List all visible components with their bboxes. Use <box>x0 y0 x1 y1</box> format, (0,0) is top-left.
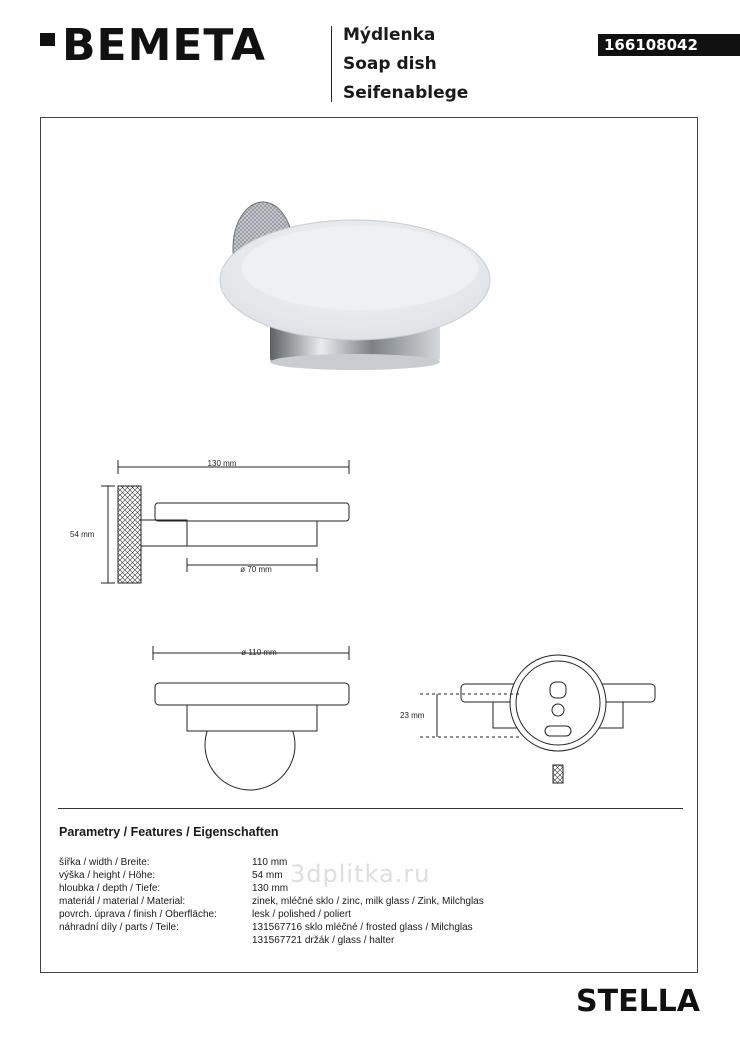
spec-value: zinek, mléčné sklo / zinc, milk glass / Zink, Milchglas <box>252 896 484 907</box>
spec-value: lesk / polished / poliert <box>252 909 351 920</box>
width-dimension-label: 130 mm <box>207 459 237 468</box>
spec-label: povrch. úprava / finish / Oberfläche: <box>59 909 217 920</box>
spec-label: materiál / material / Material: <box>59 896 186 907</box>
spec-label: náhradní díly / parts / Teile: <box>59 922 179 933</box>
section-divider <box>58 808 683 809</box>
product-name-cz: Mýdlenka <box>343 25 436 45</box>
spec-value: 131567716 sklo mléčné / frosted glass / Milchglas <box>252 922 473 933</box>
brand-logo: BEMETA <box>62 20 267 71</box>
product-name-en: Soap dish <box>343 54 437 74</box>
dish-diameter-label: ø 110 mm <box>241 648 277 657</box>
logo-mark <box>40 33 55 46</box>
product-code: 166108042 <box>598 34 740 56</box>
spec-value: 131567721 držák / glass / halter <box>252 935 395 946</box>
spec-label: hloubka / depth / Tiefe: <box>59 883 161 894</box>
base-diameter-label: ø 70 mm <box>240 565 272 574</box>
product-name-de: Seifenablege <box>343 83 469 103</box>
features-heading: Parametry / Features / Eigenschaften <box>59 825 279 839</box>
mount-distance-label: 23 mm <box>400 711 425 720</box>
product-photo <box>215 190 500 375</box>
spec-value: 54 mm <box>252 870 283 881</box>
technical-drawing <box>0 440 740 800</box>
header-divider <box>331 26 332 102</box>
series-name: STELLA <box>576 984 701 1019</box>
watermark: 3dplitka.ru <box>290 860 431 888</box>
spec-label: šířka / width / Breite: <box>59 857 150 868</box>
spec-label: výška / height / Höhe: <box>59 870 156 881</box>
spec-value: 110 mm <box>252 857 288 868</box>
height-dimension-label: 54 mm <box>70 530 95 539</box>
spec-value: 130 mm <box>252 883 289 894</box>
